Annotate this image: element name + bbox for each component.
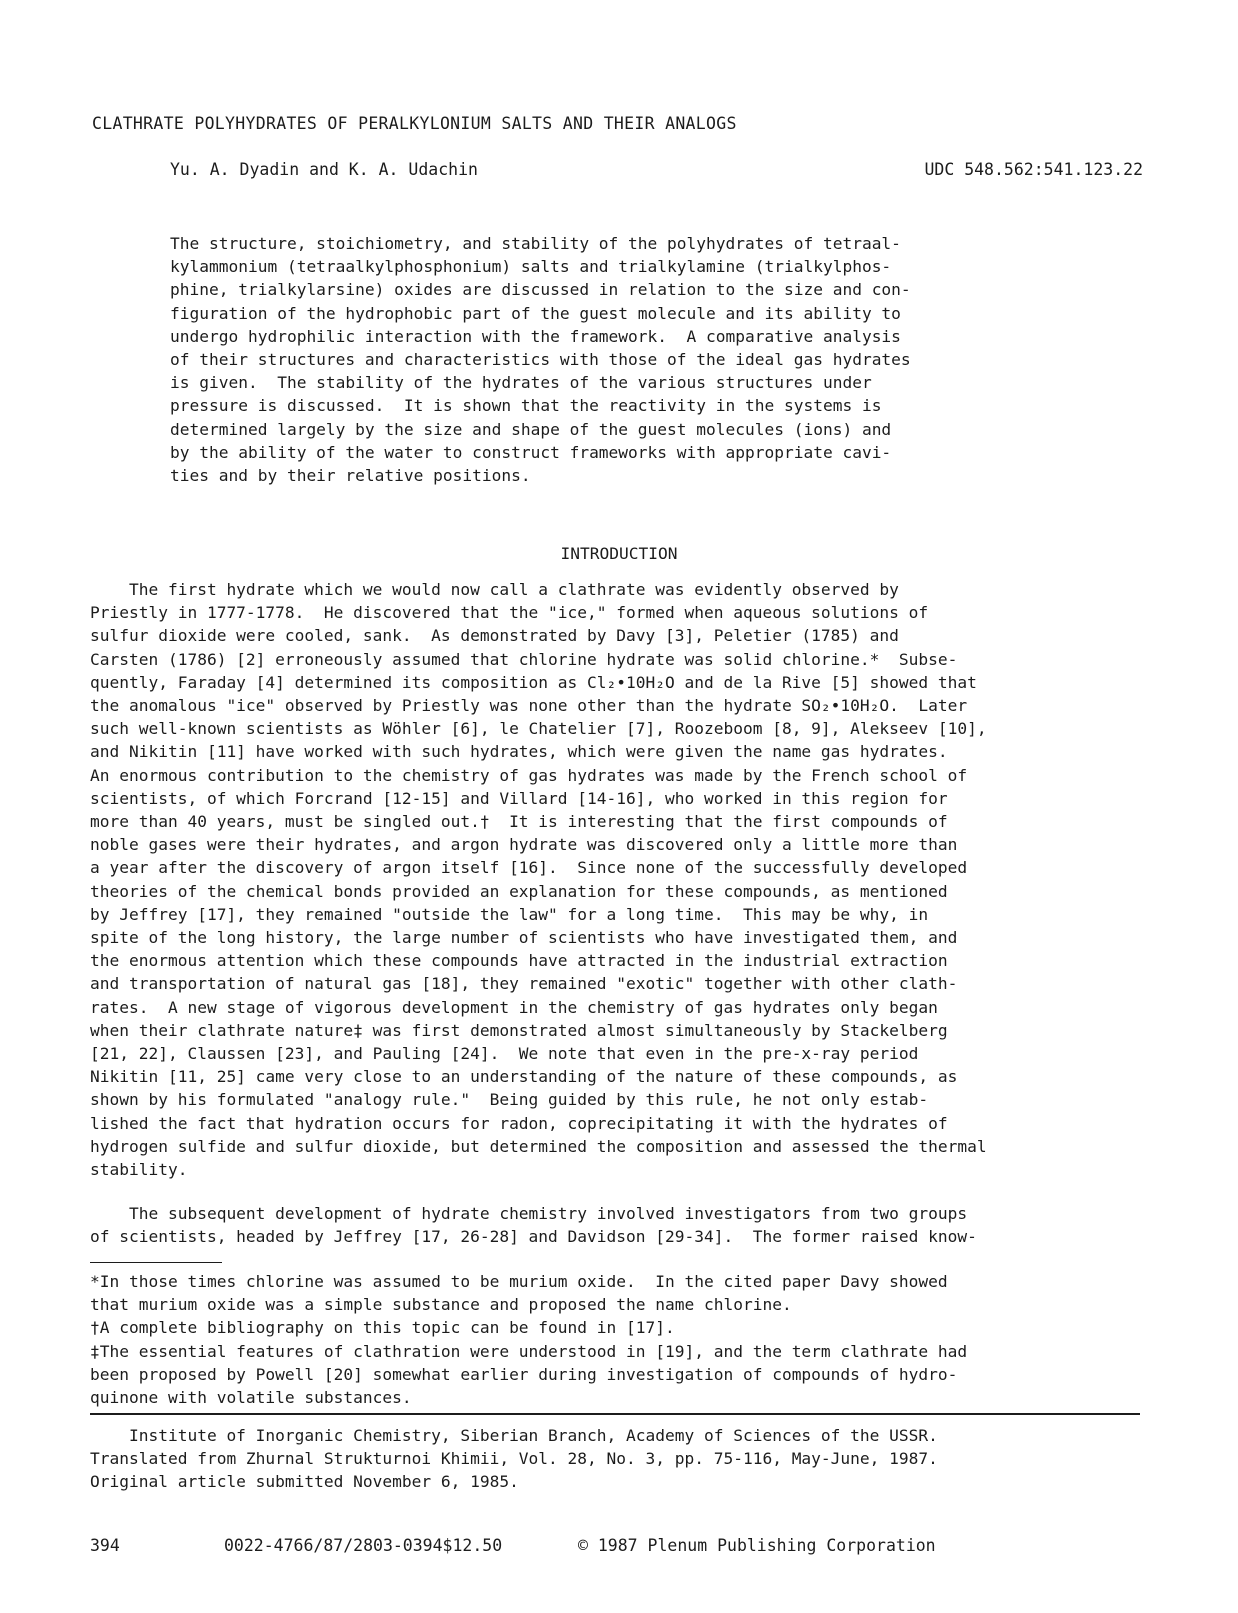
abstract: The structure, stoichiometry, and stability of the polyhydrates of tetraal- kylammonium (tetraalkylphosphonium) salts and trialkylamine (trialkylphos- phine, trialkylarsine) oxides are discussed in relation to the size and con- figuration of the hydrophobic part of the guest molecule and its ability to undergo hydrophilic interaction with the framework. A comparative analysis of their structures and characteristics with those of the ideal gas hydrates is given. The stability of the hydrates of the various structures under pressure is discussed. It is shown that the reactivity in the systems is determined largely by the size and shape of the guest molecules (ions) and by the ability of the water to construct frameworks with appropriate cavi- ties and by their relative positions. — [170, 234, 911, 486]
author-line: Yu. A. Dyadin and K. A. Udachin — [170, 160, 478, 179]
affiliation-block: Institute of Inorganic Chemistry, Siberian Branch, Academy of Sciences of the USSR. Translated from Zhurnal Strukturnoi Khimii, Vol. 28, No. 3, pp. 75-116, May-June, 1987. Original article submitted November 6, 1985. — [90, 1426, 938, 1492]
copyright-notice: © 1987 Plenum Publishing Corporation — [578, 1536, 936, 1555]
introduction-paragraph-2: The subsequent development of hydrate chemistry involved investigators from two groups of scientists, headed by Jeffrey [17, 26-28] and Davidson [29-34]. The former raised know- — [90, 1204, 977, 1247]
introduction-paragraph-1: The first hydrate which we would now call a clathrate was evidently observed by Priestly in 1777-1778. He discovered that the "ice," formed when aqueous solutions of sulfur dioxide were cooled, sank. As demonstrated by Davy [3], Peletier (1785) and Carsten (1786) [2] erroneously assumed that chlorine hydrate was solid chlorine.* Subse- quently, Faraday [4] determined its composition as Cl₂•10H₂O and de la Rive [5] showed that the anomalous "ice" observed by Priestly was none other than the hydrate SO₂•10H₂O. Later such well-known scientists as Wöhler [6], le Chatelier [7], Roozeboom [8, 9], Alekseev [10], and Nikitin [11] have worked with such hydrates, which were given the name gas hydrates. An enormous contribution to the chemistry of gas hydrates was made by the French school of scientists, of which Forcrand [12-15] and Villard [14-16], who worked in this region for more than 40 years, must be singled out.† It is interesting that the first compounds of noble gases were their hydrates, and argon hydrate was discovered only a little more than a year after the discovery of argon itself [16]. Since none of the successfully developed theories of the chemical bonds provided an explanation for these compounds, as mentioned by Jeffrey [17], they remained "outside the law" for a long time. This may be why, in spite of the long history, the large number of scientists who have investigated them, and the enormous attention which these compounds have attracted in the industrial extraction and transportation of natural gas [18], they remained "exotic" together with other clath- rates. A new stage of vigorous development in the chemistry of gas hydrates only began when their clathrate nature‡ was first demonstrated almost simultaneously by Stackelberg [21, 22], Claussen [23], and Pauling [24]. We note that even in the pre-x-ray period Nikitin [11, 25] came very close to an understanding of the nature of these compounds, as shown by his formulated "analogy rule." Being guided by this rule, he not only estab- lished the fact that hydration occurs for radon, coprecipitating it with the hydrates of hydrogen sulfide and sulfur dioxide, but determined the composition and assessed the thermal stability. — [90, 580, 987, 1180]
footnote-divider — [90, 1262, 222, 1263]
page-number: 394 — [90, 1536, 120, 1555]
section-heading-introduction: INTRODUCTION — [560, 544, 678, 563]
affiliation-divider — [90, 1413, 1140, 1415]
paper-title: CLATHRATE POLYHYDRATES OF PERALKYLONIUM SALTS AND THEIR ANALOGS — [92, 114, 737, 133]
footnotes: *In those times chlorine was assumed to be murium oxide. In the cited paper Davy showed that murium oxide was a simple substance and proposed the name chlorine. †A complete bibliography on this topic can be found in [17]. ‡The essential features of clathration were understood in [19], and the term clathrate had been proposed by Powell [20] somewhat earlier during investigation of compounds of hydro- quinone with volatile substances. — [90, 1272, 968, 1408]
article-code: 0022-4766/87/2803-0394$12.50 — [224, 1536, 503, 1555]
udc-code: UDC 548.562:541.123.22 — [924, 160, 1143, 179]
